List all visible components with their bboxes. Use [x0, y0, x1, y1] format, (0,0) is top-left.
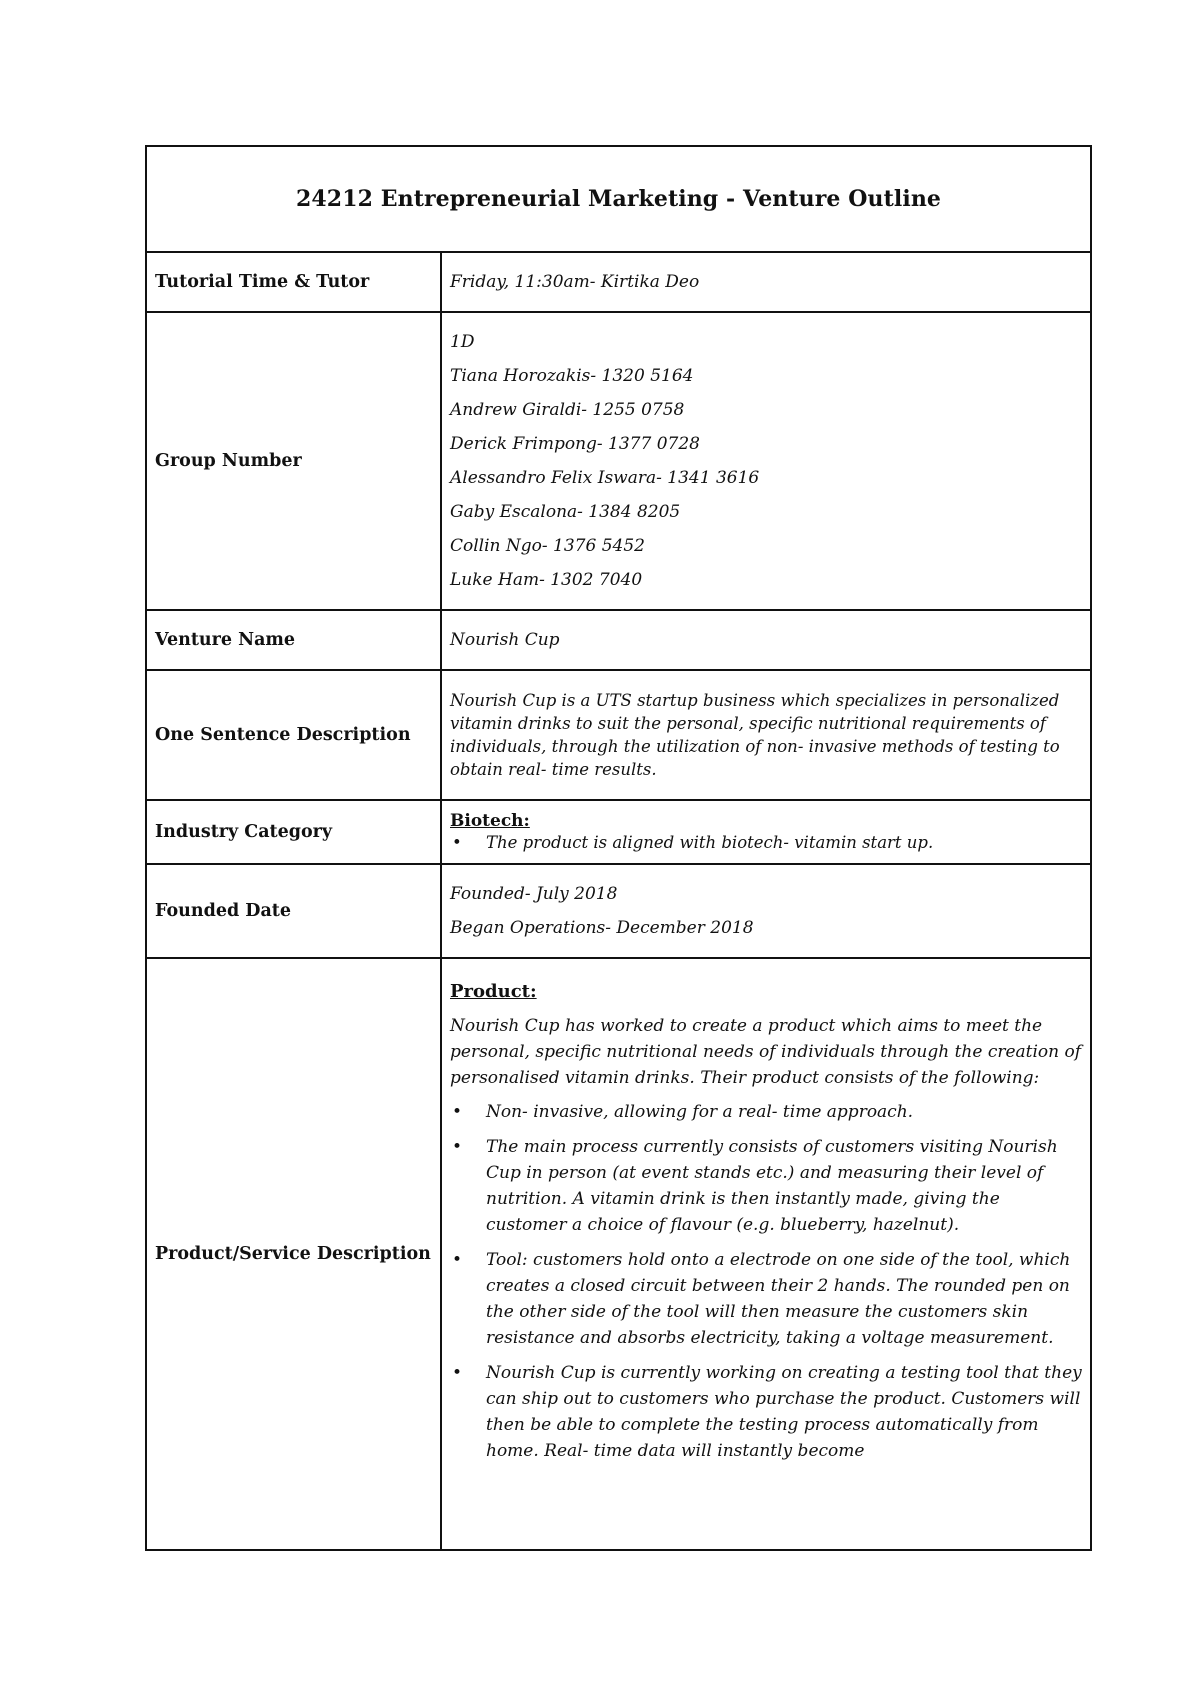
product-bullet-text: Nourish Cup is currently working on creating a testing tool that they can ship out to customers who purchase the product. Customers will then be able to complete the testing process automatically from home. Real- time data will instantly become — [486, 1363, 1082, 1461]
list-item — [450, 832, 1082, 854]
title-cell — [146, 146, 1091, 252]
industry-heading: Biotech: — [450, 811, 530, 831]
venture-label: Venture Name — [146, 610, 441, 670]
description-row — [146, 670, 1091, 800]
document-title: 24212 Entrepreneurial Marketing - Venture Outline — [295, 186, 942, 212]
tutorial-value: Friday, 11:30am- Kirtika Deo — [441, 252, 1091, 312]
venture-value: Nourish Cup — [441, 610, 1091, 670]
operations-date: Began Operations- December 2018 — [450, 918, 754, 938]
group-member: Collin Ngo- 1376 5452 — [450, 536, 645, 556]
venture-row — [146, 610, 1091, 670]
product-bullet-text: Tool: customers hold onto a electrode on one side of the tool, which creates a closed circuit between their 2 hands. The rounded pen on the other side of the tool will then measure the customers skin resistance and absorbs electricity, taking a voltage measurement. — [486, 1250, 1071, 1348]
list-item — [450, 1247, 1082, 1351]
industry-value — [441, 800, 1091, 864]
description-value — [441, 670, 1091, 800]
product-label: Product/Service Description — [146, 958, 441, 1550]
product-intro: Nourish Cup has worked to create a product which aims to meet the personal, specific nutritional needs of individuals through the creation of personalised vitamin drinks. Their product consists of the following: — [450, 1016, 1082, 1088]
group-member: Gaby Escalona- 1384 8205 — [450, 502, 681, 522]
description-text: Nourish Cup is a UTS startup business which specializes in personalized vitamin drinks to suit the personal, specific nutritional requirements of individuals, through the utilization of non- invasive methods of testing to obtain real- time results. — [450, 691, 1060, 779]
founded-date: Founded- July 2018 — [450, 884, 618, 904]
industry-label: Industry Category — [146, 800, 441, 864]
bullet-icon: • — [452, 833, 462, 852]
group-member: Tiana Horozakis- 1320 5164 — [450, 366, 694, 386]
list-item — [450, 1099, 1082, 1125]
product-bullet-text: The main process currently consists of customers visiting Nourish Cup in person (at event stands etc.) and measuring their level of nutrition. A vitamin drink is then instantly made, giving the customer a choice of flavour (e.g. blueberry, hazelnut). — [486, 1137, 1058, 1235]
tutorial-label: Tutorial Time & Tutor — [146, 252, 441, 312]
group-member: Derick Frimpong- 1377 0728 — [450, 434, 700, 454]
product-row — [146, 958, 1091, 1550]
group-member: Alessandro Felix Iswara- 1341 3616 — [450, 468, 760, 488]
group-label: Group Number — [146, 312, 441, 610]
product-value — [441, 958, 1091, 1550]
bullet-icon: • — [452, 1250, 463, 1270]
product-content — [450, 959, 1082, 1481]
founded-value — [441, 864, 1091, 958]
tutorial-row — [146, 252, 1091, 312]
industry-bullet-text: The product is aligned with biotech- vitamin start up. — [486, 833, 934, 852]
group-member: Andrew Giraldi- 1255 0758 — [450, 400, 685, 420]
industry-bullet-list — [450, 832, 1082, 854]
founded-label: Founded Date — [146, 864, 441, 958]
product-bullet-text: Non- invasive, allowing for a real- time approach. — [486, 1102, 914, 1122]
industry-row — [146, 800, 1091, 864]
venture-outline-table — [145, 145, 1092, 1551]
product-bullet-list — [450, 1099, 1082, 1464]
description-label: One Sentence Description — [146, 670, 441, 800]
title-row — [146, 146, 1091, 252]
group-member: Luke Ham- 1302 7040 — [450, 570, 643, 590]
group-row — [146, 312, 1091, 610]
bullet-icon: • — [452, 1137, 463, 1157]
bullet-icon: • — [452, 1363, 463, 1383]
bullet-icon: • — [452, 1102, 463, 1122]
list-item — [450, 1134, 1082, 1238]
group-number: 1D — [450, 332, 475, 352]
product-heading: Product: — [450, 981, 537, 1002]
list-item — [450, 1360, 1082, 1464]
founded-row — [146, 864, 1091, 958]
group-value — [441, 312, 1091, 610]
